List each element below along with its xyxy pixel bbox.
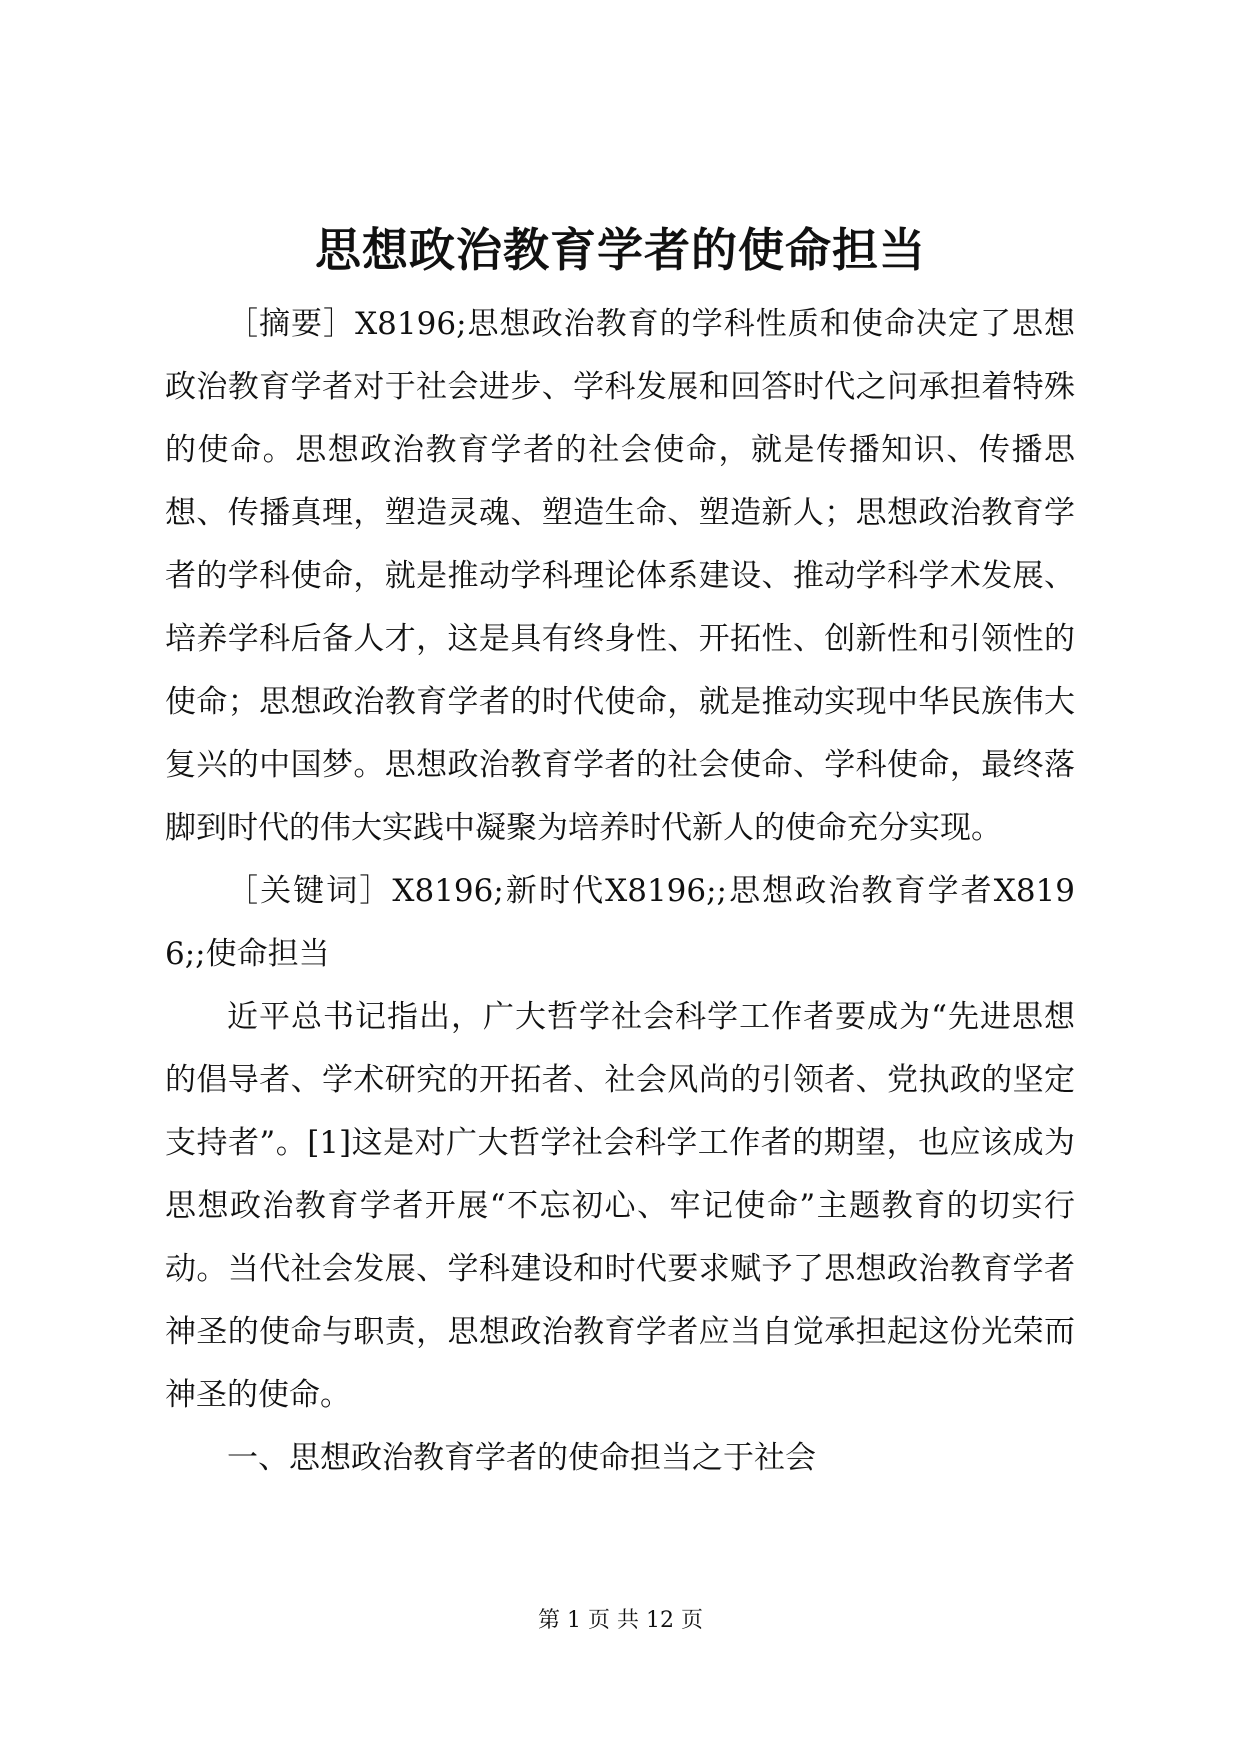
document-title: 思想政治教育学者的使命担当 — [315, 223, 926, 277]
page-number-footer: 第 1 页 共 12 页 — [538, 1608, 703, 1633]
document-body — [165, 293, 1075, 1490]
abstract-paragraph: ［摘要］X8196;思想政治教育的学科性质和使命决定了思想政治教育学者对于社会进步、学科发展和回答时代之问承担着特殊的使命。思想政治教育学者的社会使命，就是传播知识、传播思想、传播真理，塑造灵魂、塑造生命、塑造新人；思想政治教育学者的学科使命，就是推动学科理论体系建设、推动学科学术发展、培养学科后备人才，这是具有终身性、开拓性、创新性和引领性的使命；思想政治教育学者的时代使命，就是推动实现中华民族伟大复兴的中国梦。思想政治教育学者的社会使命、学科使命，最终落脚到时代的伟大实践中凝聚为培养时代新人的使命充分实现。 — [165, 306, 1075, 846]
intro-paragraph: 近平总书记指出，广大哲学社会科学工作者要成为“先进思想的倡导者、学术研究的开拓者、社会风尚的引领者、党执政的坚定支持者”。[1]这是对广大哲学社会科学工作者的期望，也应该成为思想政治教育学者开展“不忘初心、牢记使命”主题教育的切实行动。当代社会发展、学科建设和时代要求赋予了思想政治教育学者神圣的使命与职责，思想政治教育学者应当自觉承担起这份光荣而神圣的使命。 — [165, 999, 1075, 1413]
section-heading: 一、思想政治教育学者的使命担当之于社会 — [227, 1440, 816, 1476]
keywords-paragraph: ［关键词］X8196;新时代X8196;;思想政治教育学者X8196;;使命担当 — [165, 873, 1075, 972]
